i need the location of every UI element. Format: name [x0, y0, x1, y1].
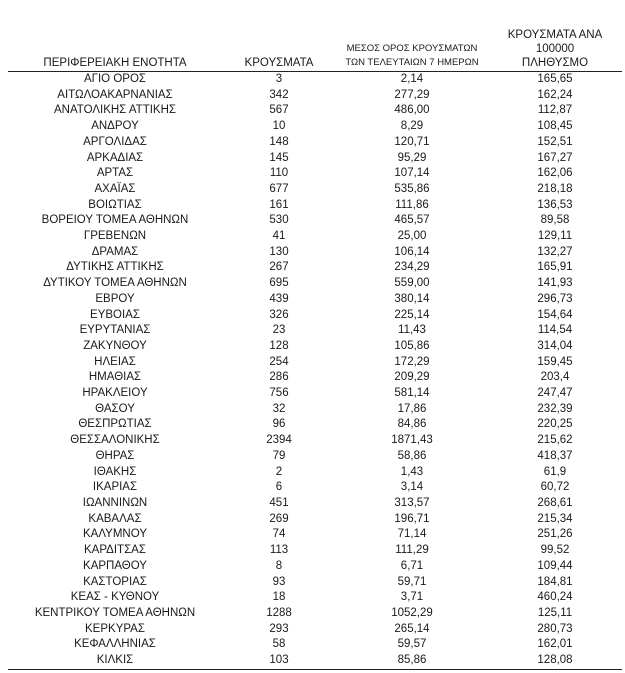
seven-day-average-cell: 85,86 — [336, 653, 488, 669]
table-row — [8, 276, 622, 292]
cases-cell: 58 — [272, 638, 286, 651]
regional-unit-cell: ΕΥΡΥΤΑΝΙΑΣ — [79, 324, 151, 337]
seven-day-average-cell: 3,14 — [400, 481, 424, 494]
per-100k-cell: 165,65 — [537, 73, 573, 85]
seven-day-average-cell: 313,57 — [394, 496, 430, 509]
cases-cell: 1288 — [266, 606, 292, 619]
per-100k-cell: 314,04 — [537, 339, 573, 352]
seven-day-average-cell: 1871,43 — [391, 434, 433, 447]
regional-unit-cell: ΘΗΡΑΣ — [95, 449, 135, 462]
table-row — [8, 637, 622, 653]
cases-cell: 293 — [269, 622, 289, 635]
cases-cell: 6 — [275, 481, 283, 494]
cases-cell: 267 — [269, 261, 289, 274]
seven-day-average-cell: 2,14 — [400, 73, 424, 85]
per-100k-cell: 251,26 — [537, 528, 573, 541]
table-row — [8, 119, 622, 135]
regional-unit-cell: ΚΑΒΑΛΑΣ — [88, 512, 142, 525]
seven-day-average-cell: 1,43 — [400, 465, 424, 478]
regional-unit-cell: ΔΡΑΜΑΣ — [91, 245, 139, 258]
cases-cell: 8 — [275, 559, 283, 572]
seven-day-average-cell: 59,71 — [397, 575, 427, 588]
table-row — [8, 433, 622, 449]
cases-cell: 74 — [272, 528, 286, 541]
per-100k-cell: 218,18 — [537, 182, 573, 195]
cases-cell: 18 — [272, 591, 286, 604]
cases-cell: 93 — [272, 575, 286, 588]
regional-unit-cell: ΚΑΡΔΙΤΣΑΣ — [84, 544, 146, 557]
seven-day-average-cell: 1052,29 — [391, 606, 433, 619]
cases-cell: 254 — [269, 355, 289, 368]
table-row — [8, 653, 622, 669]
cases-cell: 110 — [269, 167, 289, 180]
table-row — [8, 182, 622, 198]
per-100k-cell: 60,72 — [540, 481, 570, 494]
regional-unit-cell: ΓΡΕΒΕΝΩΝ — [83, 230, 147, 243]
cases-table — [8, 28, 622, 670]
seven-day-average-cell: 3,71 — [400, 591, 424, 604]
cases-cell: 96 — [272, 418, 286, 431]
per-100k-cell: 215,62 — [537, 434, 573, 447]
regional-unit-cell: ΑΝΑΤΟΛΙΚΗΣ ΑΤΤΙΚΗΣ — [53, 104, 176, 117]
per-100k-cell: 112,87 — [537, 104, 573, 117]
seven-day-average-cell: 11,43 — [398, 324, 426, 337]
cases-cell: 103 — [222, 653, 336, 669]
table-row — [8, 323, 622, 339]
cases-cell: 23 — [272, 324, 286, 337]
header-cases: ΚΡΟΥΣΜΑΤΑ — [222, 28, 336, 72]
table-row — [8, 465, 622, 481]
cases-cell: 567 — [269, 104, 289, 117]
regional-unit-cell: ΑΝΔΡΟΥ — [91, 120, 139, 133]
per-100k-cell: 109,44 — [537, 559, 573, 572]
seven-day-average-cell: 486,00 — [394, 104, 430, 117]
seven-day-average-cell: 172,29 — [394, 355, 430, 368]
per-100k-cell: 141,93 — [537, 277, 573, 290]
table-row — [8, 402, 622, 418]
table-row — [8, 496, 622, 512]
seven-day-average-cell: 6,71 — [400, 559, 424, 572]
table-body — [8, 72, 622, 670]
cases-cell: 695 — [269, 277, 289, 290]
table-row — [8, 575, 622, 591]
seven-day-average-cell: 120,71 — [394, 135, 430, 148]
seven-day-average-cell: 111,86 — [395, 198, 429, 211]
seven-day-average-cell: 59,57 — [397, 638, 427, 651]
regional-unit-cell: ΘΕΣΣΑΛΟΝΙΚΗΣ — [70, 434, 160, 447]
cases-cell: 10 — [272, 120, 286, 133]
cases-cell: 32 — [272, 402, 286, 415]
per-100k-cell: 154,64 — [537, 308, 573, 321]
seven-day-average-cell: 107,14 — [394, 167, 430, 180]
table-row — [8, 527, 622, 543]
per-100k-cell: 152,51 — [537, 135, 573, 148]
regional-unit-cell: ΒΟΡΕΙΟΥ ΤΟΜΕΑ ΑΘΗΝΩΝ — [41, 214, 189, 227]
per-100k-cell: 132,27 — [537, 245, 573, 258]
table-row — [8, 355, 622, 371]
header-regional-unit: ΠΕΡΙΦΕΡΕΙΑΚΗ ΕΝΟΤΗΤΑ — [8, 28, 222, 72]
cases-cell: 145 — [269, 151, 289, 164]
cases-cell: 269 — [269, 512, 289, 525]
table-row — [8, 245, 622, 261]
per-100k-cell: 89,58 — [540, 214, 570, 227]
per-100k-cell: 108,45 — [537, 120, 573, 133]
regional-unit-cell: ΑΧΑΪΑΣ — [94, 182, 136, 195]
regional-unit-cell: ΔΥΤΙΚΗΣ ΑΤΤΙΚΗΣ — [66, 261, 164, 274]
regional-unit-cell: ΘΑΣΟΥ — [95, 402, 135, 415]
table-row — [8, 213, 622, 229]
table-row — [8, 103, 622, 119]
per-100k-cell: 268,61 — [537, 496, 573, 509]
table-row — [8, 339, 622, 355]
seven-day-average-cell: 84,86 — [397, 418, 427, 431]
per-100k-cell: 99,52 — [540, 544, 570, 557]
cases-cell: 677 — [269, 182, 289, 195]
regional-unit-cell: ΚΑΡΠΑΘΟΥ — [83, 559, 147, 572]
table-row — [8, 166, 622, 182]
cases-cell: 326 — [269, 308, 289, 321]
per-100k-cell: 114,54 — [537, 324, 573, 337]
seven-day-average-cell: 25,00 — [397, 230, 427, 243]
per-100k-cell: 418,37 — [537, 449, 573, 462]
per-100k-cell: 136,53 — [537, 198, 573, 211]
per-100k-cell: 220,25 — [537, 418, 573, 431]
covid-cases-table-sheet — [8, 28, 622, 670]
table-row — [8, 370, 622, 386]
seven-day-average-cell: 559,00 — [394, 277, 430, 290]
per-100k-cell: 61,9 — [543, 465, 567, 478]
regional-unit-cell: ΙΘΑΚΗΣ — [93, 465, 137, 478]
per-100k-cell: 165,91 — [537, 261, 573, 274]
cases-cell: 161 — [269, 198, 289, 211]
header-7day-average: ΜΕΣΟΣ ΟΡΟΣ ΚΡΟΥΣΜΑΤΩΝ ΤΩΝ ΤΕΛΕΥΤΑΙΩΝ 7 ΗΜΕΡΩΝ — [336, 28, 488, 72]
cases-cell: 756 — [269, 387, 289, 400]
seven-day-average-cell: 465,57 — [394, 214, 430, 227]
cases-cell: 2 — [275, 465, 283, 478]
seven-day-average-cell: 71,14 — [397, 528, 427, 541]
seven-day-average-cell: 225,14 — [394, 308, 430, 321]
per-100k-cell: 247,47 — [537, 387, 573, 400]
seven-day-average-cell: 380,14 — [394, 292, 430, 305]
table-row — [8, 480, 622, 496]
cases-cell: 451 — [269, 496, 289, 509]
regional-unit-cell: ΙΚΑΡΙΑΣ — [92, 481, 138, 494]
cases-cell: 148 — [269, 135, 289, 148]
cases-cell: 128 — [269, 339, 289, 352]
regional-unit-cell: ΑΓΙΟ ΟΡΟΣ — [83, 73, 146, 85]
table-row — [8, 260, 622, 276]
seven-day-average-cell: 209,29 — [394, 371, 430, 384]
regional-unit-cell: ΗΛΕΙΑΣ — [94, 355, 136, 368]
regional-unit-cell: ΖΑΚΥΝΘΟΥ — [83, 339, 147, 352]
regional-unit-cell: ΚΑΛΥΜΝΟΥ — [83, 528, 147, 541]
regional-unit-cell: ΒΟΙΩΤΙΑΣ — [88, 198, 142, 211]
per-100k-cell: 203,4 — [540, 371, 570, 384]
regional-unit-cell: ΚΕΦΑΛΛΗΝΙΑΣ — [74, 638, 156, 651]
per-100k-cell: 128,08 — [488, 653, 622, 669]
table-row — [8, 292, 622, 308]
table-row — [8, 606, 622, 622]
table-row — [8, 308, 622, 324]
per-100k-cell: 280,73 — [537, 622, 573, 635]
regional-unit-cell: ΚΕΡΚΥΡΑΣ — [85, 622, 145, 635]
per-100k-cell: 184,81 — [537, 575, 573, 588]
regional-unit-cell: ΚΕΝΤΡΙΚΟΥ ΤΟΜΕΑ ΑΘΗΝΩΝ — [34, 606, 196, 619]
per-100k-cell: 162,06 — [537, 167, 573, 180]
table-row — [8, 512, 622, 528]
table-row — [8, 449, 622, 465]
table-row — [8, 151, 622, 167]
regional-unit-cell: ΚΕΑΣ - ΚΥΘΝΟΥ — [70, 591, 160, 604]
table-row — [8, 590, 622, 606]
seven-day-average-cell: 105,86 — [394, 339, 430, 352]
seven-day-average-cell: 535,86 — [394, 182, 430, 195]
per-100k-cell: 125,11 — [537, 606, 573, 619]
cases-cell: 41 — [272, 230, 286, 243]
seven-day-average-cell: 234,29 — [394, 261, 430, 274]
table-row — [8, 417, 622, 433]
table-row — [8, 72, 622, 88]
cases-cell: 113 — [269, 544, 289, 557]
regional-unit-cell: ΕΒΡΟΥ — [95, 292, 135, 305]
seven-day-average-cell: 581,14 — [394, 387, 430, 400]
per-100k-cell: 129,11 — [537, 230, 573, 243]
cases-cell: 286 — [269, 371, 289, 384]
seven-day-average-cell: 58,86 — [397, 449, 427, 462]
regional-unit-cell: ΑΡΚΑΔΙΑΣ — [86, 151, 144, 164]
regional-unit-cell: ΕΥΒΟΙΑΣ — [90, 308, 140, 321]
per-100k-cell: 162,24 — [537, 88, 573, 101]
cases-cell: 130 — [269, 245, 289, 258]
table-row — [8, 559, 622, 575]
table-row — [8, 543, 622, 559]
regional-unit-cell: ΑΡΤΑΣ — [96, 167, 134, 180]
regional-unit-cell: ΙΩΑΝΝΙΝΩΝ — [82, 496, 148, 509]
seven-day-average-cell: 265,14 — [394, 622, 430, 635]
header-cases-per-100k: ΚΡΟΥΣΜΑΤΑ ΑΝΑ 100000 ΠΛΗΘΥΣΜΟ — [488, 28, 622, 72]
per-100k-cell: 167,27 — [537, 151, 573, 164]
cases-cell: 439 — [269, 292, 289, 305]
per-100k-cell: 162,01 — [537, 638, 573, 651]
seven-day-average-cell: 106,14 — [394, 245, 430, 258]
regional-unit-cell: ΗΡΑΚΛΕΙΟΥ — [82, 387, 148, 400]
per-100k-cell: 215,34 — [537, 512, 573, 525]
seven-day-average-cell: 17,86 — [397, 402, 427, 415]
regional-unit-cell: ΚΙΛΚΙΣ — [8, 653, 222, 669]
seven-day-average-cell: 8,29 — [400, 120, 424, 133]
per-100k-cell: 460,24 — [537, 591, 573, 604]
per-100k-cell: 296,73 — [537, 292, 573, 305]
table-row — [8, 229, 622, 245]
cases-cell: 530 — [269, 214, 289, 227]
regional-unit-cell: ΔΥΤΙΚΟΥ ΤΟΜΕΑ ΑΘΗΝΩΝ — [43, 277, 187, 290]
cases-cell: 79 — [272, 449, 286, 462]
regional-unit-cell: ΑΙΤΩΛΟΑΚΑΡΝΑΝΙΑΣ — [57, 88, 173, 101]
table-row — [8, 135, 622, 151]
cases-cell: 3 — [275, 73, 283, 85]
per-100k-cell: 159,45 — [537, 355, 573, 368]
per-100k-cell: 232,39 — [537, 402, 573, 415]
seven-day-average-cell: 277,29 — [394, 88, 430, 101]
regional-unit-cell: ΚΑΣΤΟΡΙΑΣ — [83, 575, 147, 588]
table-row — [8, 198, 622, 214]
regional-unit-cell: ΑΡΓΟΛΙΔΑΣ — [83, 135, 147, 148]
seven-day-average-cell: 95,29 — [397, 151, 427, 164]
regional-unit-cell: ΗΜΑΘΙΑΣ — [88, 371, 142, 384]
table-row — [8, 622, 622, 638]
table-row — [8, 88, 622, 104]
seven-day-average-cell: 196,71 — [394, 512, 430, 525]
table-row — [8, 386, 622, 402]
table-header-row — [8, 28, 622, 72]
cases-cell: 2394 — [266, 434, 292, 447]
seven-day-average-cell: 111,29 — [395, 544, 429, 557]
regional-unit-cell: ΘΕΣΠΡΩΤΙΑΣ — [78, 418, 152, 431]
cases-cell: 342 — [269, 88, 289, 101]
